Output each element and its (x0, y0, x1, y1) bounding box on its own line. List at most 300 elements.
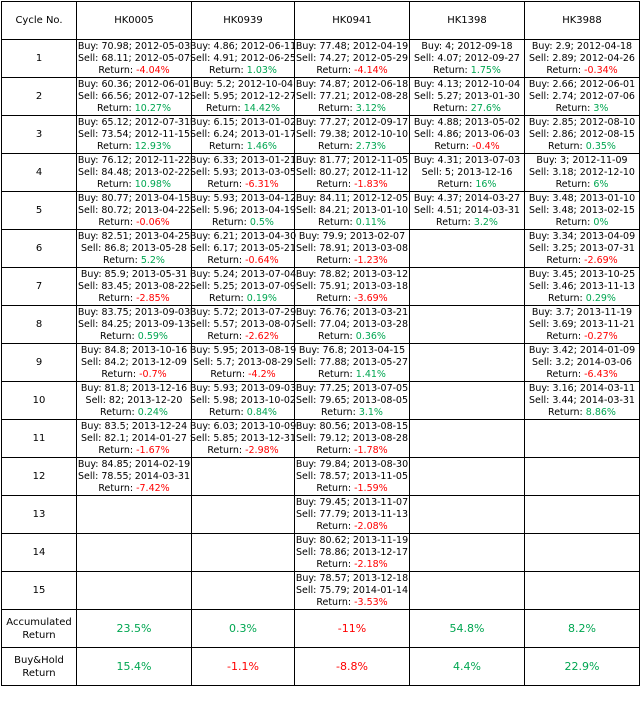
return-value: 0.36% (355, 330, 386, 342)
cycle-number: 8 (2, 306, 77, 344)
trade-info (410, 155, 524, 191)
buy-text: Buy: 6.15; 2013-01-02 (189, 116, 297, 128)
return-line (546, 369, 617, 381)
trade-info (77, 231, 191, 267)
trade-info (295, 535, 409, 571)
buy-text: Buy: 3; 2012-11-09 (536, 154, 628, 166)
buy-text: Buy: 77.48; 2012-04-19 (295, 40, 409, 52)
sell-text: Sell: 78.91; 2013-03-08 (295, 242, 408, 254)
trade-info (192, 79, 294, 115)
trade-info (77, 421, 191, 457)
return-label: Return: (100, 406, 135, 418)
return-value: 12.93% (134, 140, 171, 152)
trade-cell (192, 572, 295, 610)
sell-text: Sell: 3.48; 2013-02-15 (529, 204, 635, 216)
return-line (321, 407, 383, 419)
summary-label-line: Buy&Hold (14, 654, 64, 666)
sell-text: Sell: 77.04; 2013-03-28 (295, 318, 408, 330)
return-value: 10.98% (134, 178, 171, 190)
trade-info (189, 420, 297, 457)
return-value: 3.2% (473, 216, 498, 228)
sell-text: Sell: 2.86; 2012-08-15 (529, 128, 635, 140)
trade-info (189, 116, 297, 153)
trade-cell (295, 458, 410, 496)
cycle-number: 10 (2, 382, 77, 420)
return-line (316, 597, 387, 609)
trade-info (525, 307, 639, 343)
sell-text: Sell: 3.2; 2014-03-06 (532, 356, 632, 368)
return-line (207, 255, 278, 267)
return-value: 14.42% (243, 102, 280, 114)
return-line (97, 103, 171, 115)
trade-info (295, 459, 409, 495)
sell-text: Sell: 4.07; 2012-09-27 (414, 52, 520, 64)
return-value: 5.2% (140, 254, 165, 266)
table-row (2, 116, 640, 154)
trade-cell (189, 382, 297, 420)
buy-text: Buy: 5.93; 2013-09-03 (189, 382, 297, 394)
cycle-number: 2 (2, 78, 77, 116)
sell-text: Sell: 5; 2013-12-16 (421, 166, 513, 178)
sell-text: Sell: 82; 2013-12-20 (85, 394, 183, 406)
return-value: -3.53% (354, 596, 388, 608)
buy-text: Buy: 3.42; 2014-01-09 (528, 344, 636, 356)
return-value: 3% (593, 102, 609, 114)
buy-text: Buy: 77.27; 2012-09-17 (295, 116, 409, 128)
trade-info (295, 193, 409, 229)
return-value: -4.14% (354, 64, 388, 76)
return-line (548, 293, 616, 305)
return-line (438, 179, 497, 191)
sell-text: Sell: 86.8; 2013-05-28 (81, 242, 187, 254)
return-line (209, 407, 277, 419)
trade-cell (77, 496, 192, 534)
return-label: Return: (548, 140, 583, 152)
cycle-number: 15 (2, 572, 77, 610)
trade-info (295, 269, 409, 305)
trade-cell (77, 78, 192, 116)
return-label: Return: (98, 444, 134, 456)
return-label: Return: (316, 558, 352, 570)
return-label: Return: (318, 368, 353, 380)
return-value: -1.59% (354, 482, 388, 494)
buy-text: Buy: 4.13; 2012-10-04 (413, 78, 521, 90)
summary-label-line: Return (22, 667, 56, 679)
return-line (209, 293, 277, 305)
sell-text: Sell: 5.7; 2013-08-29 (193, 356, 293, 368)
return-label: Return: (207, 178, 243, 190)
buy-text: Buy: 70.98; 2012-05-03 (77, 40, 191, 52)
return-label: Return: (98, 216, 134, 228)
return-label: Return: (209, 64, 244, 76)
return-label: Return: (97, 140, 132, 152)
trade-info (525, 345, 639, 381)
trade-cell (525, 496, 640, 534)
return-value: -0.4% (472, 140, 500, 152)
sell-text: Sell: 84.25; 2013-09-13 (77, 318, 190, 330)
return-line (207, 331, 278, 343)
cycle-number: 14 (2, 534, 77, 572)
sell-text: Sell: 5.27; 2013-01-30 (414, 90, 520, 102)
trade-info (295, 79, 409, 115)
trade-info (77, 307, 191, 343)
cycle-number: 4 (2, 154, 77, 192)
trade-cell (410, 572, 525, 610)
trade-cell (77, 306, 192, 344)
return-line (103, 255, 165, 267)
return-label: Return: (321, 406, 356, 418)
return-line (318, 103, 386, 115)
return-value: -1.67% (136, 444, 170, 456)
summary-value: 54.8% (410, 610, 525, 648)
return-label: Return: (212, 216, 247, 228)
trade-cell (189, 40, 297, 78)
sell-text: Sell: 83.45; 2013-08-22 (77, 280, 190, 292)
return-label: Return: (555, 102, 591, 114)
buy-text: Buy: 81.8; 2013-12-16 (80, 382, 188, 394)
return-line (97, 141, 171, 153)
return-line (318, 369, 386, 381)
trade-cell (525, 534, 640, 572)
sell-text: Sell: 6.24; 2013-01-17 (190, 128, 296, 140)
trade-cell (525, 192, 640, 230)
trade-cell (189, 420, 297, 458)
trade-cell (525, 572, 640, 610)
sell-text: Sell: 79.12; 2013-08-28 (295, 432, 408, 444)
return-label: Return: (555, 216, 591, 228)
return-line (316, 65, 387, 77)
summary-label-line: Return (22, 629, 56, 641)
summary-value: 15.4% (77, 648, 192, 686)
return-value: 27.6% (470, 102, 501, 114)
trade-info (189, 382, 297, 419)
summary-value: 0.3% (192, 610, 295, 648)
table-row (2, 382, 640, 420)
return-label: Return: (210, 368, 246, 380)
sell-text: Sell: 3.44; 2014-03-31 (529, 394, 635, 406)
summary-row (2, 610, 640, 648)
trade-info (295, 307, 409, 343)
return-line (434, 141, 499, 153)
table-row (2, 458, 640, 496)
trade-info (77, 155, 191, 191)
trade-info (189, 268, 297, 305)
return-label: Return: (103, 254, 138, 266)
sell-text: Sell: 80.27; 2012-11-12 (295, 166, 408, 178)
return-label: Return: (555, 178, 591, 190)
sell-text: Sell: 4.51; 2014-03-31 (414, 204, 520, 216)
trade-cell (295, 268, 410, 306)
trade-cell (295, 572, 410, 610)
trade-info (295, 421, 409, 457)
trade-info (189, 192, 297, 229)
summary-value: 23.5% (77, 610, 192, 648)
trade-info (189, 154, 297, 191)
trade-info (525, 117, 639, 153)
trade-cell (525, 420, 640, 458)
return-line (546, 331, 617, 343)
trade-cell (410, 534, 525, 572)
return-label: Return: (318, 216, 353, 228)
return-value: 10.27% (134, 102, 171, 114)
return-label: Return: (207, 254, 243, 266)
return-line (548, 141, 616, 153)
trade-cell (525, 154, 640, 192)
return-line (546, 255, 617, 267)
return-value: -0.27% (584, 330, 618, 342)
table-row (2, 572, 640, 610)
trade-cell (77, 154, 192, 192)
return-label: Return: (100, 330, 135, 342)
trade-cell (189, 306, 297, 344)
trade-cell (410, 306, 525, 344)
return-value: 3.1% (358, 406, 383, 418)
return-line (316, 179, 387, 191)
trade-info (77, 345, 191, 381)
return-label: Return: (437, 178, 473, 190)
stock-header: HK0939 (192, 2, 295, 40)
return-label: Return: (98, 64, 134, 76)
trade-cell (77, 192, 192, 230)
sell-text: Sell: 78.57; 2013-11-05 (295, 470, 408, 482)
summary-value: 4.4% (410, 648, 525, 686)
trade-cell (410, 154, 525, 192)
return-value: 0.29% (585, 292, 616, 304)
return-line (97, 179, 171, 191)
return-label: Return: (97, 102, 132, 114)
return-label: Return: (433, 102, 468, 114)
trade-cell (295, 154, 410, 192)
return-line (436, 217, 498, 229)
trade-info (525, 193, 639, 229)
return-line (318, 141, 386, 153)
buy-text: Buy: 60.36; 2012-06-01 (77, 78, 191, 90)
table-row (2, 344, 640, 382)
cycle-number: 11 (2, 420, 77, 458)
trade-cell (525, 306, 640, 344)
trade-cell (189, 116, 297, 154)
return-label: Return: (546, 330, 582, 342)
table-row (2, 420, 640, 458)
trade-cell (525, 40, 640, 78)
return-line (316, 445, 387, 457)
return-value: -4.04% (136, 64, 170, 76)
cycle-number: 1 (2, 40, 77, 78)
return-value: -2.18% (354, 558, 388, 570)
sell-text: Sell: 82.1; 2014-01-27 (81, 432, 187, 444)
trade-cell (295, 344, 410, 382)
trade-cell (410, 382, 525, 420)
buy-text: Buy: 5.2; 2012-10-04 (192, 78, 294, 90)
trade-info (189, 40, 297, 77)
buy-text: Buy: 3.34; 2013-04-09 (528, 230, 636, 242)
trade-info (295, 41, 409, 77)
trade-cell (410, 40, 525, 78)
return-line (98, 217, 169, 229)
trade-cell (410, 496, 525, 534)
table-row (2, 306, 640, 344)
sell-text: Sell: 5.93; 2013-03-05 (190, 166, 296, 178)
return-label: Return: (433, 64, 468, 76)
return-line (316, 559, 387, 571)
return-value: -2.69% (584, 254, 618, 266)
table-row (2, 496, 640, 534)
sell-text: Sell: 4.86; 2013-06-03 (414, 128, 520, 140)
return-label: Return: (316, 254, 352, 266)
cycle-number: 6 (2, 230, 77, 268)
return-value: 0.35% (585, 140, 616, 152)
return-value: 0.24% (137, 406, 168, 418)
trade-info (77, 79, 191, 115)
return-line (316, 293, 387, 305)
buy-text: Buy: 76.76; 2013-03-21 (295, 306, 409, 318)
sell-text: Sell: 5.57; 2013-08-07 (190, 318, 296, 330)
return-label: Return: (206, 102, 241, 114)
return-value: 1.46% (246, 140, 277, 152)
sell-text: Sell: 66.56; 2012-07-12 (77, 90, 190, 102)
trade-cell (525, 116, 640, 154)
return-line (98, 483, 169, 495)
cycle-number: 13 (2, 496, 77, 534)
buy-text: Buy: 84.8; 2013-10-16 (80, 344, 188, 356)
trade-cell (77, 534, 192, 572)
summary-value: -11% (295, 610, 410, 648)
sell-text: Sell: 5.98; 2013-10-02 (190, 394, 296, 406)
trade-cell (295, 306, 410, 344)
summary-row (2, 648, 640, 686)
trade-cell (77, 344, 192, 382)
return-value: 0.11% (355, 216, 386, 228)
return-line (207, 179, 278, 191)
return-label: Return: (316, 178, 352, 190)
buy-text: Buy: 4.31; 2013-07-03 (413, 154, 521, 166)
sell-text: Sell: 2.74; 2012-07-06 (529, 90, 635, 102)
return-label: Return: (318, 330, 353, 342)
buy-text: Buy: 76.8; 2013-04-15 (298, 344, 406, 356)
buy-text: Buy: 78.82; 2013-03-12 (295, 268, 409, 280)
sell-text: Sell: 4.91; 2012-06-25 (190, 52, 296, 64)
summary-label (2, 610, 77, 648)
trade-info (189, 230, 297, 267)
return-line (209, 65, 277, 77)
return-value: -6.31% (245, 178, 279, 190)
table-row (2, 40, 640, 78)
return-line (207, 445, 278, 457)
sell-text: Sell: 77.88; 2013-05-27 (295, 356, 408, 368)
trade-info (410, 193, 524, 229)
trade-cell (295, 192, 410, 230)
buy-text: Buy: 3.48; 2013-01-10 (528, 192, 636, 204)
trade-info (189, 306, 297, 343)
buy-text: Buy: 84.11; 2012-12-05 (295, 192, 409, 204)
buy-text: Buy: 79.45; 2013-11-07 (295, 496, 409, 508)
header-row (2, 2, 640, 40)
buy-text: Buy: 80.56; 2013-08-15 (295, 420, 409, 432)
buy-text: Buy: 4; 2012-09-18 (421, 40, 513, 52)
trade-info (295, 155, 409, 191)
trade-cell (525, 458, 640, 496)
trade-cell (295, 116, 410, 154)
trade-cell (295, 420, 410, 458)
sell-text: Sell: 5.85; 2013-12-31 (190, 432, 296, 444)
return-value: -2.08% (354, 520, 388, 532)
return-value: 0% (593, 216, 609, 228)
return-label: Return: (318, 140, 353, 152)
trade-cell (189, 192, 297, 230)
buy-text: Buy: 83.75; 2013-09-03 (77, 306, 191, 318)
return-value: 1.41% (355, 368, 386, 380)
return-line (556, 103, 609, 115)
return-label: Return: (98, 292, 134, 304)
sell-text: Sell: 84.21; 2013-01-10 (295, 204, 408, 216)
sell-text: Sell: 78.86; 2013-12-17 (295, 546, 408, 558)
return-value: -3.69% (354, 292, 388, 304)
stock-header: HK0005 (77, 2, 192, 40)
stock-header: HK1398 (410, 2, 525, 40)
return-line (98, 65, 169, 77)
table-row (2, 230, 640, 268)
stock-header: HK3988 (525, 2, 640, 40)
buy-text: Buy: 2.85; 2012-08-10 (528, 116, 636, 128)
trade-info (295, 117, 409, 153)
trade-cell (410, 420, 525, 458)
sell-text: Sell: 84.48; 2013-02-22 (77, 166, 190, 178)
buy-text: Buy: 4.86; 2012-06-11 (189, 40, 297, 52)
trade-cell (189, 230, 297, 268)
trade-cell (295, 78, 410, 116)
buy-text: Buy: 5.93; 2013-04-12 (189, 192, 297, 204)
return-line (212, 217, 274, 229)
buy-text: Buy: 80.62; 2013-11-19 (295, 534, 409, 546)
trade-info (189, 344, 297, 381)
return-line (548, 407, 616, 419)
buy-text: Buy: 80.77; 2013-04-15 (77, 192, 191, 204)
trade-info (525, 79, 639, 115)
trade-info (295, 345, 409, 381)
sell-text: Sell: 77.79; 2013-11-13 (295, 508, 408, 520)
trade-cell (192, 496, 295, 534)
return-value: -1.83% (354, 178, 388, 190)
sell-text: Sell: 79.65; 2013-08-05 (295, 394, 408, 406)
return-line (556, 179, 609, 191)
return-line (98, 293, 169, 305)
return-line (210, 369, 275, 381)
return-label: Return: (316, 520, 352, 532)
return-value: -4.2% (248, 368, 276, 380)
trade-cell (77, 116, 192, 154)
return-value: 1.03% (246, 64, 277, 76)
buy-text: Buy: 82.51; 2013-04-25 (77, 230, 191, 242)
trade-info (525, 41, 639, 77)
trade-cell (192, 534, 295, 572)
sell-text: Sell: 6.17; 2013-05-21 (190, 242, 296, 254)
trade-info (410, 79, 524, 115)
trade-info (295, 497, 409, 533)
trade-cell (77, 420, 192, 458)
trade-cell (410, 116, 525, 154)
return-line (101, 369, 166, 381)
return-value: -2.62% (245, 330, 279, 342)
return-label: Return: (316, 482, 352, 494)
return-line (100, 407, 168, 419)
sell-text: Sell: 79.38; 2012-10-10 (295, 128, 408, 140)
return-label: Return: (209, 406, 244, 418)
trade-info (77, 41, 191, 77)
return-value: 0.59% (137, 330, 168, 342)
sell-text: Sell: 73.54; 2012-11-15 (77, 128, 190, 140)
trading-results-table (1, 1, 640, 686)
return-line (556, 217, 609, 229)
